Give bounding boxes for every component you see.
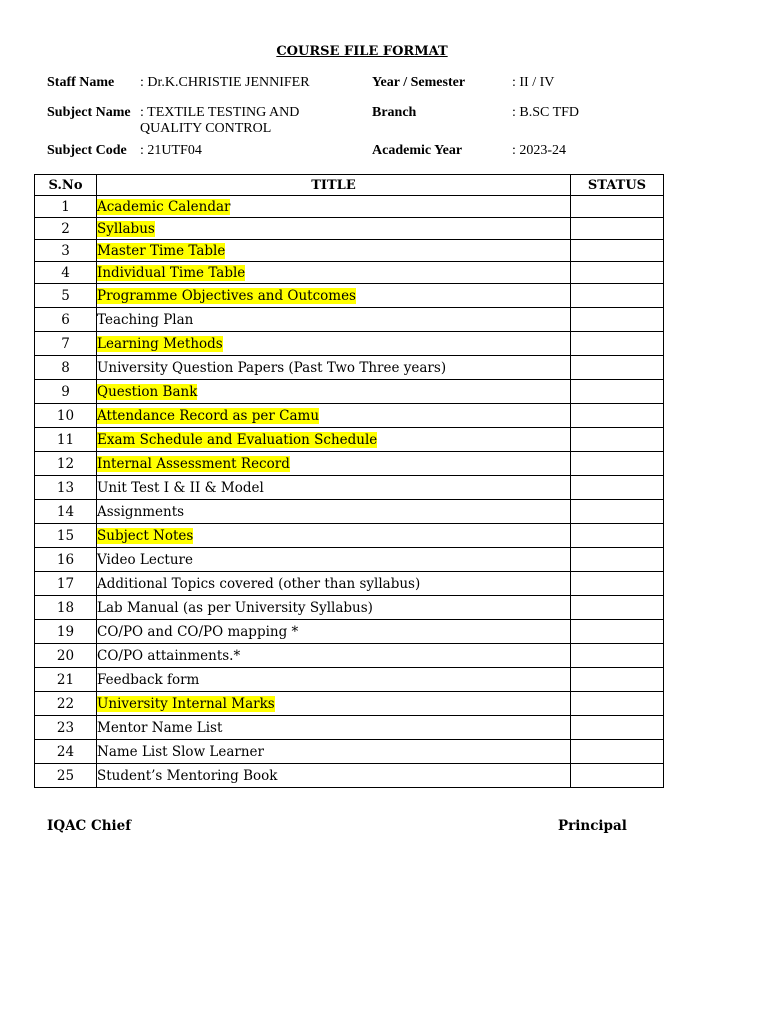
row-title: Unit Test I & II & Model [97,479,264,496]
row-title: Master Time Table [97,242,226,259]
row-sno: 12 [35,452,97,476]
row-title: Student’s Mentoring Book [97,767,278,784]
table-row [35,548,664,572]
row-sno: 6 [35,308,97,332]
subject-code-value: : 21UTF04 [140,143,202,158]
row-sno: 24 [35,740,97,764]
row-title: Question Bank [97,383,198,400]
row-title-cell [97,572,571,596]
row-title: Subject Notes [97,527,194,544]
table-row [35,596,664,620]
row-title: CO/PO and CO/PO mapping * [97,623,299,640]
subject-name-label: Subject Name [47,105,131,120]
row-title: Assignments [97,503,185,520]
course-file-table [34,174,664,788]
table-row [35,716,664,740]
table-row [35,500,664,524]
row-sno: 22 [35,692,97,716]
row-title: Academic Calendar [97,198,231,215]
row-sno: 13 [35,476,97,500]
row-title: Attendance Record as per Camu [97,407,320,424]
row-sno: 11 [35,428,97,452]
table-row [35,572,664,596]
row-sno: 20 [35,644,97,668]
row-status [571,308,664,332]
row-title-cell [97,740,571,764]
academic-year-label: Academic Year [372,143,463,158]
table-header-row [35,175,664,196]
table-row [35,380,664,404]
row-title-cell [97,764,571,788]
row-status [571,620,664,644]
row-sno: 16 [35,548,97,572]
row-sno: 9 [35,380,97,404]
table-row [35,476,664,500]
table-row [35,218,664,240]
row-status [571,692,664,716]
row-title-cell [97,262,571,284]
row-sno: 19 [35,620,97,644]
row-title: Video Lecture [97,551,193,568]
row-title: Learning Methods [97,335,223,352]
table-body [35,196,664,788]
row-sno: 10 [35,404,97,428]
academic-year-value: : 2023-24 [512,143,567,158]
row-status [571,764,664,788]
row-status [571,668,664,692]
table-row [35,428,664,452]
row-title-cell [97,524,571,548]
principal-signature: Principal [558,818,627,834]
year-semester-label: Year / Semester [372,75,466,90]
staff-name-label: Staff Name [47,75,115,90]
table-row [35,452,664,476]
row-title: University Question Papers (Past Two Three years) [97,359,447,376]
subject-name-value-line1: : TEXTILE TESTING AND [140,105,300,120]
row-sno: 17 [35,572,97,596]
table-row [35,644,664,668]
row-title-cell [97,500,571,524]
row-status [571,452,664,476]
branch-value: : B.SC TFD [512,105,580,120]
row-title-cell [97,218,571,240]
table-row [35,284,664,308]
row-sno: 3 [35,240,97,262]
row-status [571,404,664,428]
row-status [571,332,664,356]
row-title: Exam Schedule and Evaluation Schedule [97,431,378,448]
row-title-cell [97,620,571,644]
header-status: STATUS [571,175,664,196]
row-title: Mentor Name List [97,719,223,736]
row-title-cell [97,668,571,692]
row-title: Individual Time Table [97,264,246,281]
row-sno: 4 [35,262,97,284]
subject-code-label: Subject Code [47,143,127,158]
row-title: CO/PO attainments.* [97,647,241,664]
row-status [571,476,664,500]
row-title: Feedback form [97,671,200,688]
table-row [35,620,664,644]
row-sno: 1 [35,196,97,218]
row-sno: 5 [35,284,97,308]
row-title: Programme Objectives and Outcomes [97,287,356,304]
table-row [35,692,664,716]
row-title: Internal Assessment Record [97,455,290,472]
row-status [571,524,664,548]
row-title-cell [97,716,571,740]
table-row [35,262,664,284]
row-title-cell [97,596,571,620]
row-status [571,262,664,284]
row-title-cell [97,476,571,500]
table-row [35,332,664,356]
row-status [571,548,664,572]
row-title-cell [97,240,571,262]
row-status [571,284,664,308]
header-sno: S.No [35,175,97,196]
table-row [35,196,664,218]
table-row [35,356,664,380]
row-title: Additional Topics covered (other than syllabus) [97,575,421,592]
row-title-cell [97,196,571,218]
row-title: Syllabus [97,220,155,237]
row-title-cell [97,692,571,716]
row-status [571,596,664,620]
iqac-chief-signature: IQAC Chief [47,818,132,834]
row-sno: 18 [35,596,97,620]
row-sno: 8 [35,356,97,380]
row-title-cell [97,548,571,572]
table-row [35,308,664,332]
row-title-cell [97,644,571,668]
row-status [571,240,664,262]
row-sno: 23 [35,716,97,740]
branch-label: Branch [372,105,417,120]
row-status [571,716,664,740]
row-title-cell [97,308,571,332]
table-row [35,524,664,548]
row-status [571,218,664,240]
row-status [571,740,664,764]
row-status [571,356,664,380]
row-sno: 21 [35,668,97,692]
table-row [35,668,664,692]
page-title: COURSE FILE FORMAT [276,44,448,59]
row-title: Lab Manual (as per University Syllabus) [97,599,373,616]
row-title-cell [97,284,571,308]
table-row [35,740,664,764]
row-status [571,380,664,404]
header-title: TITLE [97,175,571,196]
table-row [35,240,664,262]
row-status [571,196,664,218]
row-title-cell [97,428,571,452]
row-title: University Internal Marks [97,695,275,712]
table-row [35,764,664,788]
year-semester-value: : II / IV [512,75,555,90]
row-title-cell [97,332,571,356]
row-title-cell [97,452,571,476]
table-row [35,404,664,428]
row-title: Teaching Plan [97,311,194,328]
row-status [571,572,664,596]
row-sno: 25 [35,764,97,788]
subject-name-value-line2: QUALITY CONTROL [140,121,272,136]
row-title: Name List Slow Learner [97,743,265,760]
staff-name-value: : Dr.K.CHRISTIE JENNIFER [140,75,310,90]
row-sno: 15 [35,524,97,548]
row-title-cell [97,356,571,380]
row-sno: 7 [35,332,97,356]
row-status [571,644,664,668]
row-status [571,428,664,452]
row-status [571,500,664,524]
row-title-cell [97,380,571,404]
row-sno: 14 [35,500,97,524]
row-sno: 2 [35,218,97,240]
row-title-cell [97,404,571,428]
